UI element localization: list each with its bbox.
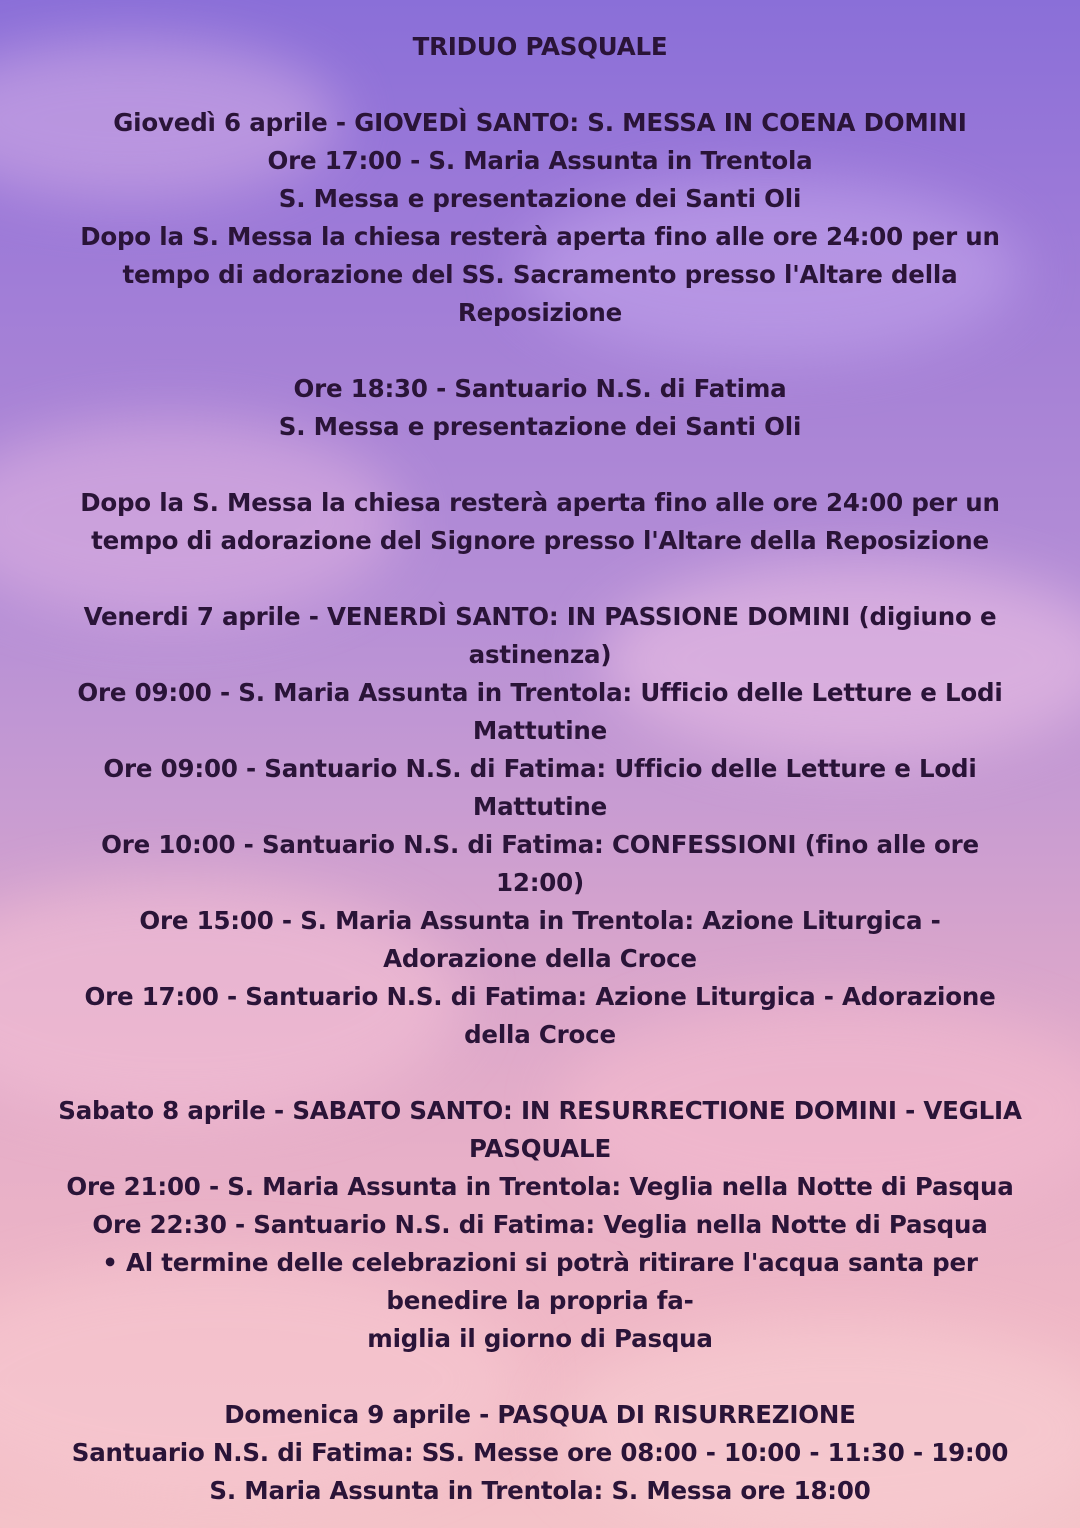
schedule-line: Mattutine: [472, 716, 608, 745]
schedule-line: Ore 21:00 - S. Maria Assunta in Trentola: Veglia nella Notte di Pasqua: [66, 1172, 1014, 1201]
schedule-line: della Croce: [464, 1020, 616, 1049]
schedule-line: Ore 17:00 - S. Maria Assunta in Trentola: [267, 146, 813, 175]
schedule-line: Ore 09:00 - S. Maria Assunta in Trentola: Ufficio delle Letture e Lodi: [77, 678, 1003, 707]
schedule-line: S. Maria Assunta in Trentola: S. Messa ore 18:00: [209, 1476, 871, 1505]
spacer: [0, 66, 1080, 104]
schedule-line: astinenza): [468, 640, 612, 669]
schedule-lines: [0, 104, 1080, 1510]
schedule-line: Ore 15:00 - S. Maria Assunta in Trentola: Azione Liturgica -: [139, 906, 941, 935]
schedule-line: Santuario N.S. di Fatima: SS. Messe ore 08:00 - 10:00 - 11:30 - 19:00: [71, 1438, 1009, 1467]
schedule-line: miglia il giorno di Pasqua: [367, 1324, 713, 1353]
spacer: [0, 446, 1080, 484]
schedule-line: 12:00): [496, 868, 584, 897]
schedule-line: Sabato 8 aprile - SABATO SANTO: IN RESURRECTIONE DOMINI - VEGLIA: [58, 1096, 1022, 1125]
schedule-line: benedire la propria fa-: [386, 1286, 694, 1315]
spacer: [0, 332, 1080, 370]
schedule-line: Venerdi 7 aprile - VENERDÌ SANTO: IN PASSIONE DOMINI (digiuno e: [83, 602, 997, 631]
schedule-line: Dopo la S. Messa la chiesa resterà aperta fino alle ore 24:00 per un: [80, 222, 1000, 251]
schedule-line: Ore 09:00 - Santuario N.S. di Fatima: Ufficio delle Letture e Lodi: [103, 754, 977, 783]
schedule-line: tempo di adorazione del Signore presso l'Altare della Reposizione: [91, 526, 989, 555]
schedule-line: S. Messa e presentazione dei Santi Oli: [278, 184, 802, 213]
schedule-line: • Al termine delle celebrazioni si potrà ritirare l'acqua santa per: [102, 1248, 978, 1277]
schedule-line: Ore 18:30 - Santuario N.S. di Fatima: [293, 374, 787, 403]
spacer: [0, 560, 1080, 598]
schedule-line: Adorazione della Croce: [383, 944, 697, 973]
spacer: [0, 1358, 1080, 1396]
schedule-line: Ore 17:00 - Santuario N.S. di Fatima: Azione Liturgica - Adorazione: [84, 982, 996, 1011]
schedule-line: Dopo la S. Messa la chiesa resterà aperta fino alle ore 24:00 per un: [80, 488, 1000, 517]
schedule-line: Ore 22:30 - Santuario N.S. di Fatima: Veglia nella Notte di Pasqua: [92, 1210, 988, 1239]
schedule-line: Domenica 9 aprile - PASQUA DI RISURREZIONE: [224, 1400, 856, 1429]
schedule-line: S. Messa e presentazione dei Santi Oli: [278, 412, 802, 441]
schedule-line: Mattutine: [472, 792, 608, 821]
schedule-line: Giovedì 6 aprile - GIOVEDÌ SANTO: S. MESSA IN COENA DOMINI: [113, 108, 967, 137]
schedule-line: tempo di adorazione del SS. Sacramento presso l'Altare della: [122, 260, 958, 289]
spacer: [0, 1054, 1080, 1092]
page-title: TRIDUO PASQUALE: [412, 32, 668, 61]
schedule-line: Reposizione: [457, 298, 623, 327]
schedule-line: Ore 10:00 - Santuario N.S. di Fatima: CONFESSIONI (fino alle ore: [101, 830, 979, 859]
schedule-line: PASQUALE: [469, 1134, 611, 1163]
